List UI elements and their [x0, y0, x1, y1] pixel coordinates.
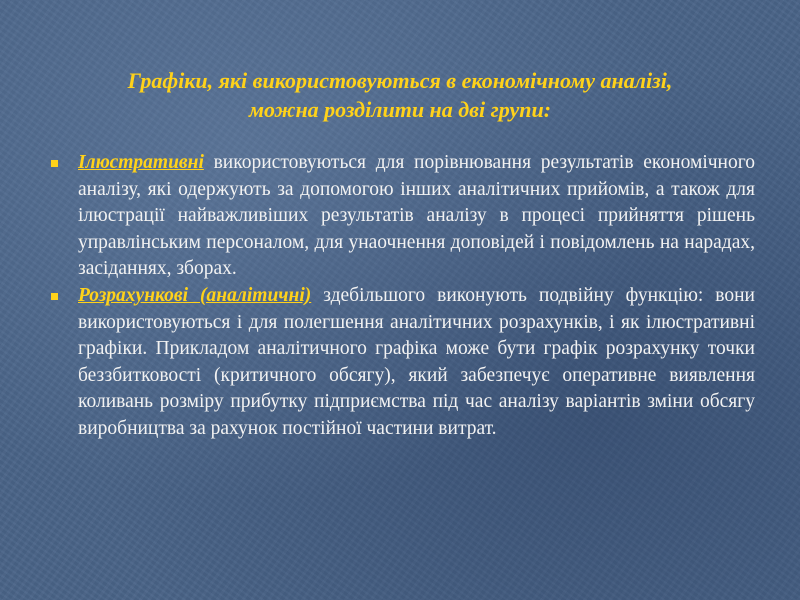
bullet-item-analytical — [50, 283, 755, 443]
item-description: здебільшого виконують подвійну функцію: вони використовуються і для полегшення аналітичних розрахунків, і як ілюстративні графіки. Прикладом аналітичного графіка може бути графік розрахунку точки беззбитковості (критичного обсягу), який забезпечує оперативне виявлення коливань розміру прибутку підприємства під час аналізу варіантів зміни обсягу виробництва за рахунок постійної частини витрат. — [78, 284, 755, 439]
slide-title — [40, 66, 760, 124]
term-illustrative: Ілюстративні — [78, 152, 204, 173]
item-description: використовуються для порівнювання результатів економічного аналізу, які одержують за допомогою інших аналітичних прийомів, а також для ілюстрації найважливіших результатів аналізу в процесі прийняття рішень управлінським персоналом, для унаочнення доповідей і повідомлень на нарадах, засіданнях, зборах. — [78, 152, 755, 280]
square-bullet-icon — [51, 160, 58, 167]
term-analytical: Розрахункові (аналітичні) — [78, 284, 312, 306]
slide-title-line-2: можна розділити на дві групи: — [248, 97, 552, 122]
bullet-list — [50, 150, 755, 443]
square-bullet-icon — [51, 293, 58, 300]
slide-title-line-1: Графіки, які використовуються в економічному аналізі, — [127, 68, 673, 93]
bullet-item-illustrative — [50, 150, 755, 283]
